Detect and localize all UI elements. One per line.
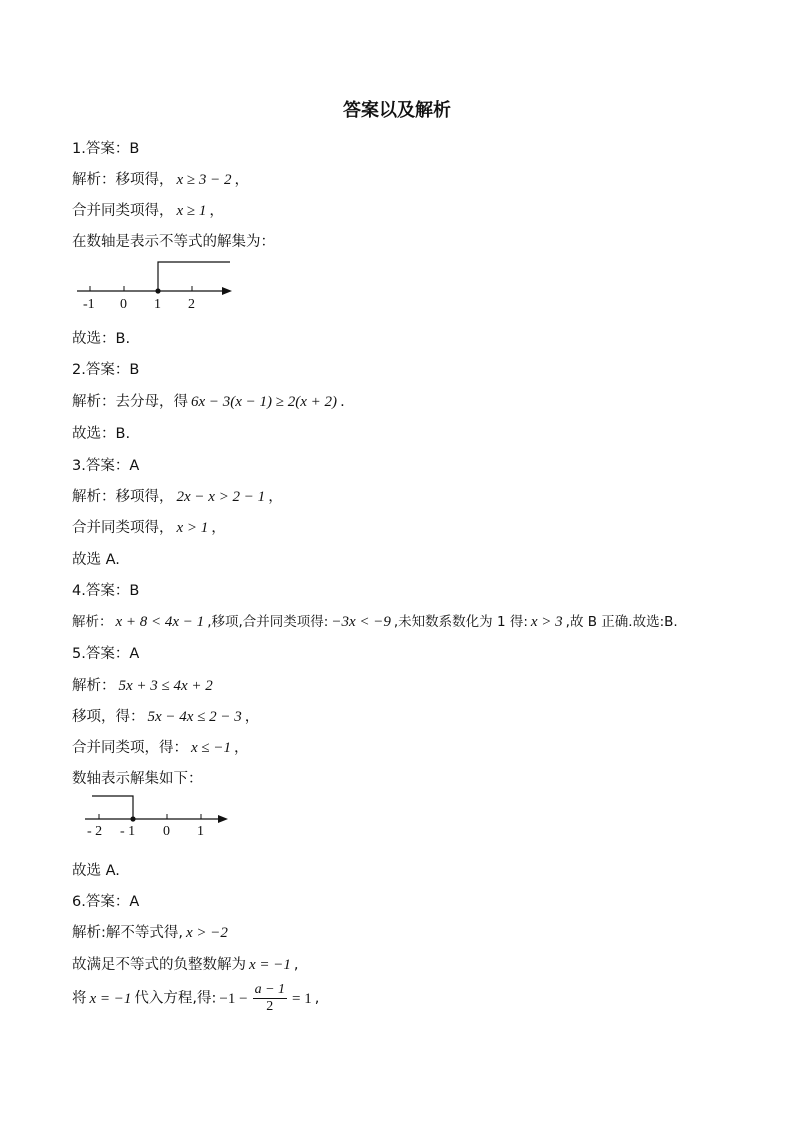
q6-analysis-line (72, 921, 231, 942)
q5-l1-text: 解析： (72, 678, 116, 694)
q1-number-line (72, 255, 242, 315)
q3-combine-line (72, 516, 226, 537)
q3-l1-math: 2x − x > 2 − 1 (176, 489, 266, 505)
q6-l3-math2: −1 − (219, 990, 248, 1007)
q5-l2-text: 移项，得： (72, 709, 145, 725)
q5-move-line (72, 705, 259, 726)
q1-label-1: 1 (154, 297, 161, 312)
q3-l1-post: ， (268, 489, 283, 505)
q1-answer: 1.答案：B (72, 141, 140, 157)
q6-l3-math3: = 1 (292, 990, 312, 1007)
q5-label-1: 1 (197, 824, 204, 839)
q5-l2-post: ， (244, 709, 260, 725)
q1-analysis-line (72, 168, 249, 189)
q1-choice: 故选：B. (72, 331, 131, 347)
q1-combine-line (72, 199, 224, 220)
q6-l1-math: x > −2 (186, 925, 228, 941)
q6-l3-text: 将 (72, 990, 87, 1007)
q1-l2-math: x ≥ 1 (176, 203, 207, 219)
q5-solid-point (130, 816, 135, 821)
q4-l1-math1: x + 8 < 4x − 1 (115, 614, 205, 630)
q2-l1-math: 6x − 3(x − 1) ≥ 2(x + 2) (191, 394, 338, 410)
q4-analysis-line (72, 610, 678, 631)
q6-l3-mid: 代入方程,得: (134, 990, 217, 1007)
q6-fraction (253, 982, 287, 1015)
q5-l3-math: x ≤ −1 (191, 740, 232, 756)
q1-solid-point (155, 288, 160, 293)
q2-choice: 故选：B. (72, 426, 131, 442)
q3-l2-math: x > 1 (176, 520, 209, 536)
page-title: 答案以及解析 (343, 100, 451, 121)
q3-answer: 3.答案：A (72, 458, 140, 474)
q5-axis-arrow (218, 815, 228, 823)
q6-fraction-denominator: 2 (266, 999, 274, 1014)
q2-analysis-line (72, 390, 345, 411)
q1-label-0: 0 (120, 297, 127, 312)
q6-integer-line (72, 953, 299, 974)
q4-l1-text: 解析： (72, 614, 113, 630)
q4-l1-mid2: ,未知数系数化为 1 得: (393, 614, 528, 630)
q6-fraction-numerator: a − 1 (254, 982, 286, 997)
q1-axis-caption: 在数轴是表示不等式的解集为： (72, 234, 275, 250)
q5-axis-caption: 数轴表示解集如下： (72, 771, 203, 787)
q6-substitute-line (72, 982, 319, 1015)
q6-l3-math1: x = −1 (89, 990, 132, 1007)
q5-analysis-line (72, 674, 216, 695)
q5-label-neg1: - 1 (120, 824, 136, 839)
q4-l1-math2: −3x < −9 (331, 614, 391, 630)
q5-solution-bracket (92, 796, 133, 819)
q4-l1-post: ,故 B 正确.故选:B. (565, 614, 678, 630)
q1-l1-post: ， (234, 172, 250, 188)
q3-l2-post: ， (211, 520, 226, 536)
q1-l1-math: x ≥ 3 − 2 (176, 172, 232, 188)
q5-l3-post: ， (234, 740, 249, 756)
q2-l1-post: . (340, 394, 345, 410)
q6-l3-post: , (314, 990, 320, 1007)
q1-label-2: 2 (188, 297, 195, 312)
q3-analysis-line (72, 485, 283, 506)
q6-l1-text: 解析:解不等式得, (72, 925, 183, 941)
q1-axis-arrow (222, 287, 232, 295)
q3-choice: 故选 A. (72, 552, 120, 568)
q6-l2-text: 故满足不等式的负整数解为 (72, 957, 246, 973)
q4-answer: 4.答案：B (72, 583, 140, 599)
q3-l2-text: 合并同类项得， (72, 520, 174, 536)
q1-label-neg1: -1 (83, 297, 95, 312)
q2-answer: 2.答案：B (72, 362, 140, 378)
q5-choice: 故选 A. (72, 863, 120, 879)
q5-l1-math: 5x + 3 ≤ 4x + 2 (118, 678, 213, 694)
q3-l1-text: 解析：移项得， (72, 489, 174, 505)
q5-l3-text: 合并同类项，得： (72, 740, 188, 756)
q4-l1-math3: x > 3 (530, 614, 563, 630)
q5-combine-line (72, 736, 249, 757)
q1-l1-text: 解析：移项得， (72, 172, 174, 188)
q4-l1-mid1: ,移项,合并同类项得: (207, 614, 329, 630)
q6-answer: 6.答案：A (72, 894, 140, 910)
q1-l2-text: 合并同类项得， (72, 203, 174, 219)
q5-answer: 5.答案：A (72, 646, 140, 662)
q5-l2-math: 5x − 4x ≤ 2 − 3 (147, 709, 242, 725)
q5-label-neg2: - 2 (87, 824, 103, 839)
q1-l2-post: ， (209, 203, 224, 219)
q1-solution-bracket (158, 262, 230, 291)
q5-label-0: 0 (163, 824, 170, 839)
q5-number-line (80, 790, 240, 850)
q6-l2-post: , (293, 957, 299, 973)
q6-l2-math: x = −1 (249, 957, 291, 973)
q2-l1-text: 解析：去分母，得 (72, 394, 188, 410)
